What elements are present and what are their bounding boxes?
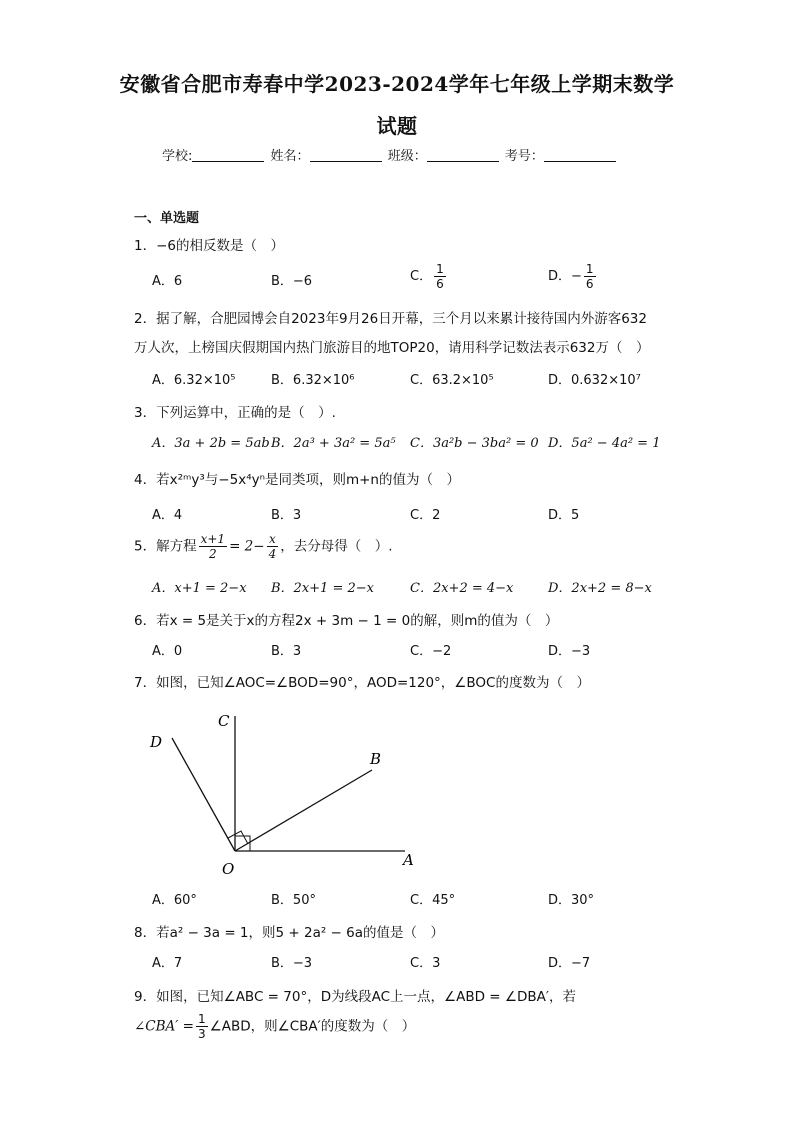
exam-title-line1: 安徽省合肥市寿春中学2023-2024学年七年级上学期末数学 (119, 72, 675, 96)
q8-option-d[interactable]: D．−7 (548, 956, 591, 971)
q4-option-c[interactable]: C．2 (410, 508, 441, 523)
q2-option-d[interactable]: D．0.632×10⁷ (548, 373, 641, 388)
q1-option-d[interactable]: D．− $\frac{1}{6}$ (548, 262, 594, 291)
question-2-stem-line1: 2．据了解，合肥园博会自2023年9月26日开幕，三个月以来累计接待国内外游客632 (134, 311, 647, 327)
q8-option-a[interactable]: A．7 (152, 956, 183, 971)
q7-option-c[interactable]: C．45° (410, 893, 456, 908)
question-6-stem: 6．若x = 5是关于x的方程2x + 3m − 1 = 0的解，则m的值为（ ） (134, 613, 559, 629)
q8-option-b[interactable]: B．−3 (271, 956, 313, 971)
q2-option-c[interactable]: C．63.2×10⁵ (410, 373, 494, 388)
question-3-stem: 3．下列运算中，正确的是（ ）. (134, 405, 336, 421)
q3-option-b[interactable]: B．2a³ + 3a² = 5a⁵ (271, 436, 396, 451)
label-a: A (403, 851, 414, 869)
q6-option-a[interactable]: A．0 (152, 644, 183, 659)
ray-od (172, 738, 235, 851)
q6-option-c[interactable]: C．−2 (410, 644, 452, 659)
label-d: D (150, 733, 163, 751)
q1-option-c[interactable]: C． $\frac{1}{6}$ (410, 262, 444, 291)
q5-fraction-2: $\frac{x}{4}$ (268, 532, 277, 561)
label-b: B (370, 750, 382, 768)
ray-ob (235, 770, 372, 851)
right-angle-mark-bod (228, 831, 248, 844)
q1-c-fraction: $\frac{1}{6}$ (436, 262, 444, 291)
name-label: 姓名： (270, 149, 310, 164)
q6-option-b[interactable]: B．3 (271, 644, 302, 659)
question-5-stem: 5．解方程 $\frac{x+1}{2}$ = 2− $\frac{x}{4}$ ，去分母得（ ）. (134, 532, 393, 561)
q7-option-a[interactable]: A．60° (152, 893, 197, 908)
q5-option-c[interactable]: C．2x+2 = 4−x (410, 581, 514, 596)
question-4-options (0, 504, 794, 526)
id-label: 考号： (504, 149, 544, 164)
question-8-stem: 8．若a² − 3a = 1，则5 + 2a² − 6a的值是（ ） (134, 925, 445, 941)
question-9-stem-line2: ∠CBA′ = $\frac{1}{3}$ ∠ABD，则∠CBA′的度数为（ ） (134, 1012, 416, 1041)
q5-option-b[interactable]: B．2x+1 = 2−x (271, 581, 374, 596)
label-o: O (222, 860, 235, 878)
q3-option-c[interactable]: C．3a²b − 3ba² = 0 (410, 436, 539, 451)
question-1-stem: 1．−6的相反数是（ ） (134, 238, 284, 254)
question-9-stem-line1: 9．如图，已知∠ABC = 70°，D为线段AC上一点，∠ABD = ∠DBA′，若 (134, 989, 576, 1005)
q1-option-a[interactable]: A．6 (152, 274, 183, 289)
question-6-options (0, 640, 794, 662)
q4-option-d[interactable]: D．5 (548, 508, 580, 523)
question-2-options (0, 369, 794, 391)
school-blank[interactable] (192, 147, 264, 162)
question-1-options (0, 262, 794, 292)
q6-option-d[interactable]: D．−3 (548, 644, 591, 659)
section-heading: 一、单选题 (134, 211, 200, 226)
label-c: C (218, 712, 230, 730)
question-7-options (0, 889, 794, 911)
name-blank[interactable] (310, 147, 382, 162)
class-blank[interactable] (427, 147, 499, 162)
q1-option-b[interactable]: B．−6 (271, 274, 313, 289)
question-7-stem: 7．如图，已知∠AOC=∠BOD=90°，AOD=120°，∠BOC的度数为（ ） (134, 675, 590, 691)
q3-option-d[interactable]: D．5a² − 4a² = 1 (548, 436, 661, 451)
school-label: 学校: (162, 149, 193, 164)
exam-title-line2: 试题 (376, 114, 418, 138)
q8-option-c[interactable]: C．3 (410, 956, 441, 971)
q2-option-b[interactable]: B．6.32×10⁶ (271, 373, 355, 388)
id-blank[interactable] (544, 147, 616, 162)
question-5-options (0, 577, 794, 599)
q3-option-a[interactable]: A．3a + 2b = 5ab (152, 436, 270, 451)
q2-option-a[interactable]: A．6.32×10⁵ (152, 373, 236, 388)
student-info-line (162, 145, 618, 164)
q5-option-a[interactable]: A．x+1 = 2−x (152, 581, 247, 596)
question-4-stem: 4．若x²ᵐy³与−5x⁴yⁿ是同类项，则m+n的值为（ ） (134, 472, 460, 488)
q9-fraction: $\frac{1}{3}$ (197, 1012, 206, 1041)
q4-option-b[interactable]: B．3 (271, 508, 302, 523)
q1-d-fraction: $\frac{1}{6}$ (585, 262, 594, 291)
q7-option-b[interactable]: B．50° (271, 893, 316, 908)
q4-option-a[interactable]: A．4 (152, 508, 183, 523)
question-2-stem-line2: 万人次，上榜国庆假期国内热门旅游目的地TOP20，请用科学记数法表示632万（ ） (134, 340, 650, 356)
angle-figure (140, 708, 430, 883)
class-label: 班级： (387, 149, 427, 164)
q7-option-d[interactable]: D．30° (548, 893, 595, 908)
question-8-options (0, 952, 794, 974)
question-3-options (0, 432, 794, 454)
q5-option-d[interactable]: D．2x+2 = 8−x (548, 581, 652, 596)
q5-fraction-1: $\frac{x+1}{2}$ (200, 532, 226, 561)
